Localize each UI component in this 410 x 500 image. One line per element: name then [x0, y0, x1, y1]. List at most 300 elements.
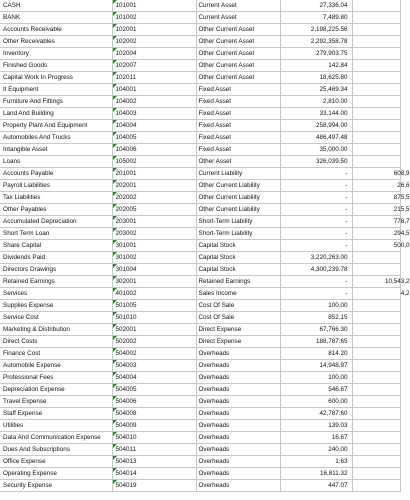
debit-cell[interactable]: 7,489.80 [280, 12, 352, 24]
debit-cell[interactable]: 546.67 [280, 384, 352, 396]
credit-cell[interactable] [352, 12, 400, 24]
account-type-cell[interactable]: Current Liability [196, 168, 280, 180]
account-name-cell[interactable]: Finance Cost [0, 348, 112, 360]
number-as-text-warning-icon [113, 240, 117, 244]
debit-cell[interactable]: 35,000.00 [280, 144, 352, 156]
account-name-cell[interactable]: Accounts Receivable [0, 24, 112, 36]
number-as-text-warning-icon [113, 456, 117, 460]
account-type-cell[interactable]: Other Current Liability [196, 192, 280, 204]
credit-cell[interactable] [352, 384, 400, 396]
number-as-text-warning-icon [113, 312, 117, 316]
account-code-text: 501005 [115, 302, 137, 309]
account-type-cell[interactable]: Cost Of Sale [196, 312, 280, 324]
account-code-text: 104006 [115, 146, 137, 153]
table-row [0, 360, 400, 372]
table-row [0, 324, 400, 336]
debit-cell[interactable]: - [280, 288, 352, 300]
account-code-text: 401002 [115, 290, 137, 297]
credit-cell[interactable] [352, 276, 410, 288]
number-as-text-warning-icon [113, 108, 117, 112]
account-name-cell[interactable]: Direct Costs [0, 336, 112, 348]
credit-cell[interactable] [352, 108, 400, 120]
table-row [0, 372, 400, 384]
number-as-text-warning-icon [113, 444, 117, 448]
account-code-cell[interactable] [112, 480, 196, 492]
account-name-cell[interactable]: Supplies Expense [0, 300, 112, 312]
account-name-cell[interactable]: Service Cost [0, 312, 112, 324]
number-as-text-warning-icon [113, 480, 117, 484]
table-row [0, 48, 400, 60]
number-as-text-warning-icon [113, 372, 117, 376]
account-code-cell[interactable] [112, 96, 196, 108]
table-row [0, 312, 400, 324]
credit-cell[interactable] [352, 432, 400, 444]
debit-cell[interactable]: 2,292,358.78 [280, 36, 352, 48]
account-name-cell[interactable]: Professional Fees [0, 372, 112, 384]
credit-cell[interactable] [352, 36, 400, 48]
account-code-cell[interactable] [112, 324, 196, 336]
table-row [0, 408, 400, 420]
credit-cell[interactable] [352, 60, 400, 72]
account-code-cell[interactable] [112, 360, 196, 372]
account-code-text: 102004 [115, 50, 137, 57]
account-code-text: 301004 [115, 266, 137, 273]
account-name-cell[interactable]: Data And Communication Expense [0, 432, 112, 444]
debit-cell[interactable]: - [280, 240, 352, 252]
account-code-cell[interactable] [112, 264, 196, 276]
account-type-cell[interactable]: Overheads [196, 396, 280, 408]
account-name-cell[interactable]: Share Capital [0, 240, 112, 252]
table-row [0, 120, 400, 132]
account-code-cell[interactable] [112, 156, 196, 168]
credit-cell[interactable] [352, 264, 400, 276]
account-type-cell[interactable]: Fixed Asset [196, 108, 280, 120]
account-name-cell[interactable]: Loans [0, 156, 112, 168]
credit-cell[interactable] [352, 228, 410, 240]
number-as-text-warning-icon [113, 24, 117, 28]
account-code-text: 104003 [115, 110, 137, 117]
account-name-cell[interactable]: Services [0, 288, 112, 300]
credit-cell[interactable] [352, 480, 400, 492]
account-type-cell[interactable]: Other Current Asset [196, 24, 280, 36]
number-as-text-warning-icon [113, 48, 117, 52]
account-name-cell[interactable]: Security Expense [0, 480, 112, 492]
account-code-cell[interactable] [112, 180, 196, 192]
table-row [0, 192, 400, 204]
debit-cell[interactable]: 326,039.50 [280, 156, 352, 168]
debit-cell[interactable]: 14,948.97 [280, 360, 352, 372]
credit-cell[interactable] [352, 204, 410, 216]
debit-cell[interactable]: - [280, 168, 352, 180]
account-code-cell[interactable] [112, 384, 196, 396]
account-code-cell[interactable] [112, 432, 196, 444]
account-type-cell[interactable]: Short-Term Liability [196, 216, 280, 228]
debit-cell[interactable]: 852.15 [280, 312, 352, 324]
account-type-cell[interactable]: Retained Earnings [196, 276, 280, 288]
account-name-cell[interactable]: Dividends Paid [0, 252, 112, 264]
account-name-cell[interactable]: Finished Goods [0, 60, 112, 72]
debit-cell[interactable]: 42,787.60 [280, 408, 352, 420]
table-row [0, 204, 400, 216]
account-code-text: 504014 [115, 470, 137, 477]
account-name-cell[interactable]: Utilities [0, 420, 112, 432]
debit-cell[interactable]: 279,903.75 [280, 48, 352, 60]
account-code-cell[interactable] [112, 288, 196, 300]
credit-cell[interactable] [352, 180, 410, 192]
account-code-text: 104002 [115, 98, 137, 105]
table-row [0, 336, 400, 348]
account-name-cell[interactable]: Furniture And Fittings [0, 96, 112, 108]
account-name-cell[interactable]: Automobile Expense [0, 360, 112, 372]
account-code-text: 104001 [115, 86, 137, 93]
account-code-text: 104005 [115, 134, 137, 141]
credit-cell[interactable] [352, 24, 400, 36]
account-name-cell[interactable]: Accounts Payable [0, 168, 112, 180]
account-code-cell[interactable] [112, 168, 196, 180]
number-as-text-warning-icon [113, 348, 117, 352]
credit-value: 26,6 [397, 182, 410, 189]
account-code-cell[interactable] [112, 144, 196, 156]
account-type-cell[interactable]: Overheads [196, 480, 280, 492]
number-as-text-warning-icon [113, 168, 117, 172]
account-code-text: 203002 [115, 230, 137, 237]
debit-cell[interactable]: 4,300,239.78 [280, 264, 352, 276]
account-type-cell[interactable]: Fixed Asset [196, 96, 280, 108]
number-as-text-warning-icon [113, 396, 117, 400]
table-row [0, 84, 400, 96]
number-as-text-warning-icon [113, 96, 117, 100]
debit-cell[interactable]: 100.00 [280, 372, 352, 384]
credit-cell[interactable] [352, 84, 400, 96]
account-type-cell[interactable]: Other Current Asset [196, 72, 280, 84]
table-row [0, 144, 400, 156]
debit-cell[interactable]: 2,198,225.56 [280, 24, 352, 36]
table-row [0, 300, 400, 312]
account-type-cell[interactable]: Overheads [196, 432, 280, 444]
account-type-cell[interactable]: Capital Stock [196, 240, 280, 252]
account-type-cell[interactable]: Other Current Asset [196, 36, 280, 48]
account-type-cell[interactable]: Fixed Asset [196, 144, 280, 156]
account-code-cell[interactable] [112, 72, 196, 84]
account-code-text: 102002 [115, 38, 137, 45]
account-code-text: 102011 [115, 74, 137, 81]
account-code-cell[interactable] [112, 444, 196, 456]
debit-cell[interactable]: 240.00 [280, 444, 352, 456]
credit-cell[interactable] [352, 144, 400, 156]
credit-cell[interactable] [352, 48, 400, 60]
debit-cell[interactable]: 600.00 [280, 396, 352, 408]
account-code-cell[interactable] [112, 48, 196, 60]
credit-cell[interactable] [352, 312, 400, 324]
account-code-text: 502002 [115, 338, 137, 345]
credit-cell[interactable] [352, 324, 400, 336]
table-row [0, 168, 400, 180]
credit-cell[interactable] [352, 456, 400, 468]
account-type-cell[interactable]: Other Current Liability [196, 204, 280, 216]
account-type-cell[interactable]: Overheads [196, 384, 280, 396]
credit-cell[interactable] [352, 168, 410, 180]
debit-cell[interactable]: 139.03 [280, 420, 352, 432]
credit-cell[interactable] [352, 372, 400, 384]
account-code-cell[interactable] [112, 84, 196, 96]
account-code-cell[interactable] [112, 228, 196, 240]
account-code-text: 202002 [115, 194, 137, 201]
account-name-cell[interactable]: Land And Building [0, 108, 112, 120]
table-row [0, 24, 400, 36]
credit-cell[interactable] [352, 252, 400, 264]
account-name-cell[interactable]: Property Plant And Equipment [0, 120, 112, 132]
debit-cell[interactable]: 25,469.34 [280, 84, 352, 96]
table-row [0, 468, 400, 480]
number-as-text-warning-icon [113, 252, 117, 256]
account-type-cell[interactable]: Overheads [196, 348, 280, 360]
account-code-cell[interactable] [112, 456, 196, 468]
account-type-cell[interactable]: Current Asset [196, 0, 280, 12]
credit-cell[interactable] [352, 132, 400, 144]
account-name-cell[interactable]: Dues And Subscriptions [0, 444, 112, 456]
account-name-cell[interactable]: It Equipment [0, 84, 112, 96]
number-as-text-warning-icon [113, 192, 117, 196]
number-as-text-warning-icon [113, 300, 117, 304]
account-name-cell[interactable]: CASH [0, 0, 112, 12]
account-type-cell[interactable]: Overheads [196, 468, 280, 480]
debit-cell[interactable]: 27,336.04 [280, 0, 352, 12]
account-code-cell[interactable] [112, 204, 196, 216]
account-code-cell[interactable] [112, 468, 196, 480]
account-name-cell[interactable]: Operating Expense [0, 468, 112, 480]
credit-value: 875,5 [393, 194, 410, 201]
account-type-cell[interactable]: Fixed Asset [196, 132, 280, 144]
table-row [0, 396, 400, 408]
account-type-cell[interactable]: Current Asset [196, 12, 280, 24]
number-as-text-warning-icon [113, 468, 117, 472]
debit-cell[interactable]: - [280, 228, 352, 240]
credit-value: 608,9 [393, 170, 410, 177]
account-code-cell[interactable] [112, 60, 196, 72]
account-code-cell[interactable] [112, 348, 196, 360]
account-type-cell[interactable]: Overheads [196, 420, 280, 432]
credit-value: 10,543,2 [384, 278, 410, 285]
debit-cell[interactable]: 258,994.00 [280, 120, 352, 132]
account-code-cell[interactable] [112, 108, 196, 120]
number-as-text-warning-icon [113, 432, 117, 436]
credit-cell[interactable] [352, 300, 400, 312]
account-type-cell[interactable]: Overheads [196, 444, 280, 456]
debit-cell[interactable]: - [280, 276, 352, 288]
credit-cell[interactable] [352, 360, 400, 372]
credit-cell[interactable] [352, 396, 400, 408]
number-as-text-warning-icon [113, 360, 117, 364]
debit-cell[interactable]: - [280, 204, 352, 216]
account-code-text: 504003 [115, 362, 137, 369]
debit-cell[interactable]: 18,625.80 [280, 72, 352, 84]
debit-cell[interactable]: 100.00 [280, 300, 352, 312]
credit-cell[interactable] [352, 120, 400, 132]
account-code-cell[interactable] [112, 12, 196, 24]
debit-cell[interactable]: 486,497.48 [280, 132, 352, 144]
account-type-cell[interactable]: Fixed Asset [196, 120, 280, 132]
credit-cell[interactable] [352, 240, 410, 252]
number-as-text-warning-icon [113, 408, 117, 412]
credit-cell[interactable] [352, 72, 400, 84]
debit-cell[interactable]: 814.20 [280, 348, 352, 360]
debit-cell[interactable]: 33,144.00 [280, 108, 352, 120]
account-type-cell[interactable]: Fixed Asset [196, 84, 280, 96]
credit-value: 4,2 [400, 290, 410, 297]
debit-cell[interactable]: 16.67 [280, 432, 352, 444]
number-as-text-warning-icon [113, 228, 117, 232]
credit-cell[interactable] [352, 468, 400, 480]
number-as-text-warning-icon [113, 144, 117, 148]
number-as-text-warning-icon [113, 420, 117, 424]
debit-cell[interactable]: 1.63 [280, 456, 352, 468]
account-code-cell[interactable] [112, 372, 196, 384]
account-type-cell[interactable]: Overheads [196, 360, 280, 372]
account-name-cell[interactable]: Other Payables [0, 204, 112, 216]
account-code-cell[interactable] [112, 312, 196, 324]
number-as-text-warning-icon [113, 216, 117, 220]
account-name-cell[interactable]: Payroll Liabilities [0, 180, 112, 192]
account-name-cell[interactable]: Accumulated Depreciation [0, 216, 112, 228]
number-as-text-warning-icon [113, 384, 117, 388]
account-code-text: 301001 [115, 242, 137, 249]
account-code-text: 504010 [115, 434, 137, 441]
number-as-text-warning-icon [113, 12, 117, 16]
account-code-text: 101002 [115, 14, 137, 21]
account-code-cell[interactable] [112, 408, 196, 420]
credit-cell[interactable] [352, 288, 410, 300]
account-name-cell[interactable]: Office Expense [0, 456, 112, 468]
credit-value: 778,7 [393, 218, 410, 225]
account-name-cell[interactable]: Other Receivables [0, 36, 112, 48]
debit-cell[interactable]: 2,810.00 [280, 96, 352, 108]
credit-cell[interactable] [352, 96, 400, 108]
debit-cell[interactable]: 3,220,263.00 [280, 252, 352, 264]
table-row [0, 288, 400, 300]
account-type-cell[interactable]: Other Current Asset [196, 48, 280, 60]
number-as-text-warning-icon [113, 180, 117, 184]
account-type-cell[interactable]: Capital Stock [196, 264, 280, 276]
account-type-cell[interactable]: Other Current Liability [196, 180, 280, 192]
table-row [0, 228, 400, 240]
table-row [0, 132, 400, 144]
account-name-cell[interactable]: Directors Drawings [0, 264, 112, 276]
debit-cell[interactable]: 447.07 [280, 480, 352, 492]
account-name-cell[interactable]: Tax Liabilities [0, 192, 112, 204]
account-code-text: 102007 [115, 62, 137, 69]
account-code-text: 104004 [115, 122, 137, 129]
credit-cell[interactable] [352, 408, 400, 420]
credit-value: 215,5 [393, 206, 410, 213]
account-type-cell[interactable]: Other Asset [196, 156, 280, 168]
account-code-cell[interactable] [112, 132, 196, 144]
debit-cell[interactable]: - [280, 192, 352, 204]
account-type-cell[interactable]: Cost Of Sale [196, 300, 280, 312]
account-name-cell[interactable]: BANK [0, 12, 112, 24]
account-code-cell[interactable] [112, 420, 196, 432]
account-name-cell[interactable]: Intangible Asset [0, 144, 112, 156]
account-code-cell[interactable] [112, 24, 196, 36]
account-name-cell[interactable]: Staff Expense [0, 408, 112, 420]
account-code-text: 202001 [115, 182, 137, 189]
credit-cell[interactable] [352, 336, 400, 348]
credit-cell[interactable] [352, 444, 400, 456]
account-code-text: 504009 [115, 422, 137, 429]
account-type-cell[interactable]: Overheads [196, 456, 280, 468]
table-row [0, 180, 400, 192]
debit-cell[interactable]: 16,811.32 [280, 468, 352, 480]
account-type-cell[interactable]: Direct Expense [196, 336, 280, 348]
account-code-cell[interactable] [112, 336, 196, 348]
account-code-text: 105002 [115, 158, 137, 165]
number-as-text-warning-icon [113, 36, 117, 40]
credit-cell[interactable] [352, 420, 400, 432]
account-code-text: 504008 [115, 410, 137, 417]
account-code-cell[interactable] [112, 240, 196, 252]
debit-cell[interactable]: 67,766.30 [280, 324, 352, 336]
account-code-cell[interactable] [112, 216, 196, 228]
account-type-cell[interactable]: Capital Stock [196, 252, 280, 264]
account-code-cell[interactable] [112, 396, 196, 408]
account-name-cell[interactable]: Marketing & Distribution [0, 324, 112, 336]
account-code-cell[interactable] [112, 300, 196, 312]
account-code-cell[interactable] [112, 192, 196, 204]
account-type-cell[interactable]: Direct Expense [196, 324, 280, 336]
credit-cell[interactable] [352, 156, 400, 168]
account-type-cell[interactable]: Sales Income [196, 288, 280, 300]
account-name-cell[interactable]: Capital Work In Progress [0, 72, 112, 84]
credit-cell[interactable] [352, 0, 400, 12]
table-row [0, 456, 400, 468]
number-as-text-warning-icon [113, 156, 117, 160]
account-type-cell[interactable]: Overheads [196, 408, 280, 420]
table-row [0, 72, 400, 84]
debit-cell[interactable]: - [280, 180, 352, 192]
account-name-cell[interactable]: Inventory [0, 48, 112, 60]
credit-cell[interactable] [352, 348, 400, 360]
account-type-cell[interactable]: Other Current Asset [196, 60, 280, 72]
account-code-cell[interactable] [112, 36, 196, 48]
table-row [0, 240, 400, 252]
account-code-cell[interactable] [112, 120, 196, 132]
credit-cell[interactable] [352, 192, 410, 204]
table-row [0, 252, 400, 264]
number-as-text-warning-icon [113, 132, 117, 136]
table-row [0, 432, 400, 444]
table-row [0, 276, 400, 288]
account-code-text: 504002 [115, 350, 137, 357]
credit-value: 294,5 [393, 230, 410, 237]
account-name-cell[interactable]: Depreciation Expense [0, 384, 112, 396]
table-row [0, 96, 400, 108]
debit-cell[interactable]: 188,787.65 [280, 336, 352, 348]
account-code-cell[interactable] [112, 276, 196, 288]
debit-cell[interactable]: 142.84 [280, 60, 352, 72]
account-type-cell[interactable]: Overheads [196, 372, 280, 384]
account-name-cell[interactable]: Retained Earnings [0, 276, 112, 288]
number-as-text-warning-icon [113, 84, 117, 88]
table-row [0, 420, 400, 432]
account-type-cell[interactable]: Short-Term Liability [196, 228, 280, 240]
credit-cell[interactable] [352, 216, 410, 228]
account-name-cell[interactable]: Short Term Loan [0, 228, 112, 240]
account-name-cell[interactable]: Automobiles And Trucks [0, 132, 112, 144]
account-name-cell[interactable]: Travel Expense [0, 396, 112, 408]
table-row [0, 156, 400, 168]
account-code-cell[interactable] [112, 0, 196, 12]
debit-cell[interactable]: - [280, 216, 352, 228]
account-code-cell[interactable] [112, 252, 196, 264]
